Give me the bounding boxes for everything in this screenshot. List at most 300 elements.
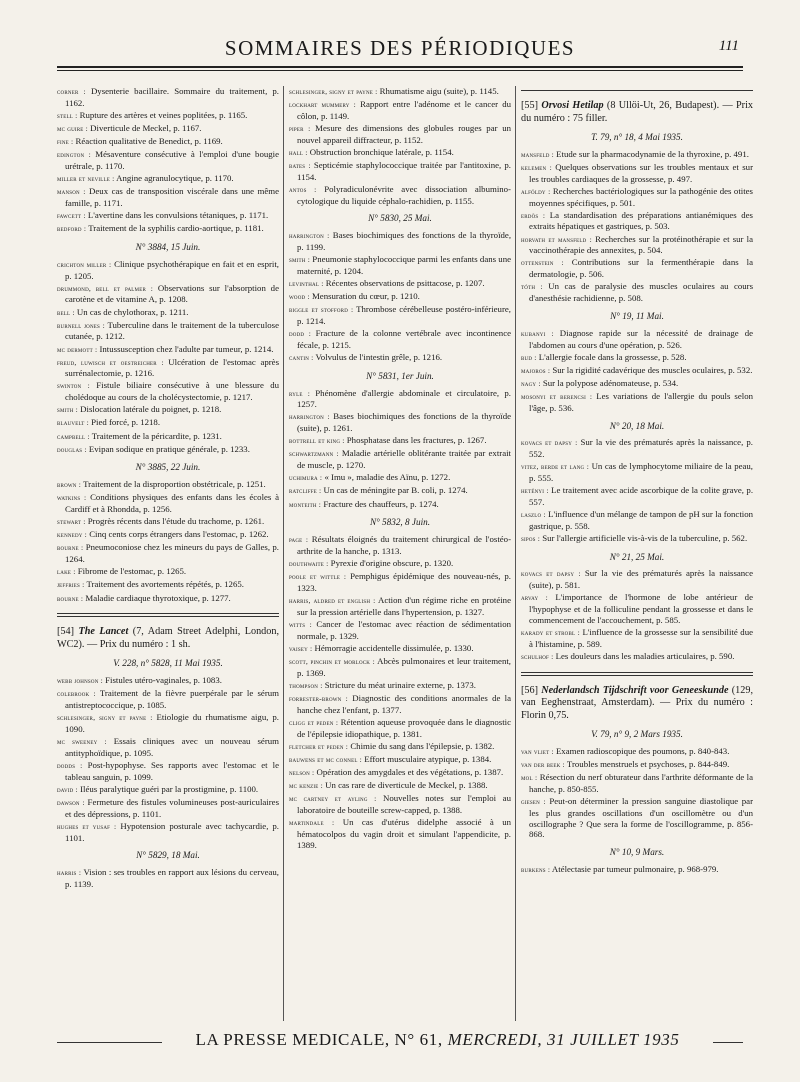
summary-entry	[57, 404, 279, 416]
entry-authors: webb johnson :	[57, 676, 103, 686]
entry-title: Recherches sur la protéinothérapie et sur la vaccinothérapie des annexites, p. 504.	[529, 233, 753, 256]
summary-entry	[57, 579, 279, 591]
page-number: 111	[718, 38, 739, 54]
summary-entry	[521, 864, 753, 876]
entry-title: Clinique psychothérapique en fait et en esprit, p. 1205.	[65, 258, 279, 281]
entry-title: Les douleurs dans les maladies articulaires, p. 590.	[555, 650, 735, 661]
entry-authors: horvath et mansfeld :	[521, 234, 592, 244]
summary-entry	[521, 365, 753, 377]
summary-entry	[57, 110, 279, 122]
issue-heading: T. 79, n° 18, 4 Mai 1935.	[591, 132, 683, 142]
entry-list	[289, 230, 511, 364]
issue-heading: N° 3884, 15 Juin.	[135, 241, 201, 252]
entry-authors: burnell jones :	[57, 320, 105, 330]
entry-title: L'importance de l'hormone de lobe antérieur de l'hypophyse et de la folliculine pendant la grossesse et dans le commencement de l'accouchement, p. 585.	[529, 592, 753, 625]
issue-heading: N° 20, 18 Mai.	[609, 420, 665, 431]
entry-authors: smith :	[57, 405, 78, 415]
summary-entry	[289, 485, 511, 497]
entry-authors: hughes et yusaf :	[57, 821, 117, 831]
entry-authors: burkens :	[521, 865, 551, 875]
summary-entry	[521, 746, 753, 758]
summary-entry	[289, 448, 511, 471]
entry-list	[57, 867, 279, 890]
journal-name: Orvosi Hetilap	[541, 100, 604, 111]
summary-entry	[57, 784, 279, 796]
issue-heading: N° 5831, 1er Juin.	[366, 370, 434, 381]
entry-authors: mc cartney et ayling :	[289, 794, 377, 804]
entry-list	[521, 437, 753, 544]
summary-entry	[521, 186, 753, 209]
summary-entry	[289, 741, 511, 753]
entry-authors: drummond, bell et palmer :	[57, 283, 154, 293]
summary-entry	[57, 210, 279, 222]
entry-authors: lake :	[57, 567, 76, 577]
entry-authors: corner :	[57, 87, 86, 96]
entry-authors: bedford :	[57, 224, 87, 234]
entry-title: Obstruction bronchique latérale, p. 1154.	[309, 146, 454, 157]
entry-authors: stewart :	[57, 517, 86, 527]
entry-title: Mesure des dimensions des globules rouges par un nouvel appareil diffracteur, p. 1152.	[297, 122, 511, 145]
summary-entry	[289, 793, 511, 816]
entry-authors: alföldy :	[521, 186, 551, 196]
issue-heading: N° 10, 9 Mars.	[609, 847, 665, 858]
footer-rule	[57, 1042, 162, 1043]
summary-entry	[57, 821, 279, 844]
entry-title: Bases biochimiques des fonctions de la thyroïde (suite), p. 1261.	[297, 411, 511, 434]
entry-title: Ulcération de l'estomac après surrénalectomie, p. 1216.	[65, 356, 279, 379]
entry-title: Abcès pulmonaires et leur traitement, p. 1369.	[297, 655, 511, 678]
entry-title: Volvulus de l'intestin grêle, p. 1216.	[315, 352, 443, 362]
entry-title: La standardisation des préparations antianémiques des extraits hépatiques et gastriques, p. 503.	[529, 209, 753, 232]
summary-entry	[521, 328, 753, 351]
entry-authors: dodd :	[289, 329, 312, 339]
summary-entry	[57, 492, 279, 515]
entry-authors: wood :	[289, 292, 310, 302]
entry-authors: van der beek :	[521, 760, 565, 770]
entry-title: Examen radioscopique des poumons, p. 840-843.	[555, 746, 730, 757]
entry-title: Chimie du sang dans l'épilepsie, p. 1382.	[350, 740, 495, 751]
summary-entry	[57, 223, 279, 235]
journal-separator	[521, 90, 753, 91]
summary-entry	[289, 160, 511, 183]
summary-entry	[57, 259, 279, 282]
entry-title: L'influence de la grossesse sur la sensibilité due à l'histamine, p. 589.	[529, 627, 753, 649]
summary-entry	[57, 542, 279, 565]
entry-authors: freud, luwisch et oestreicher :	[57, 357, 164, 367]
entry-title: Essais cliniques avec un nouveau sérum antityphoïdique, p. 1095.	[65, 735, 279, 758]
entry-authors: nagy :	[521, 378, 541, 388]
entry-list	[57, 675, 279, 843]
summary-entry	[521, 759, 753, 771]
entry-authors: fletcher et peden :	[289, 741, 349, 751]
entry-authors: kubanyi :	[521, 328, 554, 338]
entry-authors: forrester-brown :	[289, 693, 348, 703]
entry-title: Etude sur la pharmacodynamie de la thyroxine, p. 491.	[556, 148, 749, 159]
summary-entry	[57, 283, 279, 306]
issue-heading: N° 5829, 18 Mai.	[136, 850, 200, 861]
entry-authors: majoros :	[521, 365, 551, 375]
issue-heading: N° 5830, 25 Mai.	[368, 213, 432, 224]
summary-entry	[57, 86, 279, 109]
entry-title: Iléus paralytique guéri par la prostigmine, p. 1100.	[80, 783, 259, 794]
journal-heading	[521, 100, 753, 125]
summary-entry	[289, 291, 511, 303]
entry-authors: harrington :	[289, 412, 330, 422]
entry-list	[57, 86, 279, 235]
summary-entry	[289, 680, 511, 692]
journal-separator	[521, 675, 753, 676]
summary-entry	[289, 754, 511, 766]
journal-number: [54]	[57, 626, 74, 638]
entry-title: Recherches bactériologiques sur la pathogénie des otites moyennes spécifiques, p. 501.	[529, 185, 753, 208]
entry-authors: david :	[57, 784, 78, 794]
entry-title: Nouvelles notes sur l'emploi au laboratoire de bouteille screw-capped, p. 1388.	[297, 793, 511, 815]
entry-title: Cancer de l'estomac avec réaction de sédimentation normale, p. 1329.	[297, 618, 511, 641]
entry-authors: bud :	[521, 352, 537, 362]
journal-separator	[57, 616, 279, 617]
entry-authors: hall :	[289, 147, 308, 157]
entry-authors: fine :	[57, 137, 74, 147]
summary-entry	[289, 817, 511, 850]
entry-title: Diverticule de Meckel, p. 1167.	[90, 122, 202, 133]
entry-title: Résultats éloignés du traitement chirurgical de l'ostéo-arthrite de la hanche, p. 1313.	[297, 534, 511, 556]
entry-authors: biggle et stofford :	[289, 305, 354, 315]
entry-title: Diagnose rapide sur la nécessité de drainage de l'abdomen au cours d'une opération, p. 526.	[529, 327, 753, 350]
entry-authors: antos :	[289, 184, 317, 194]
entry-list	[521, 568, 753, 662]
entry-title: Un cas d'utérus didelphe associé à un hématocolpos du vagin droit et simulant l'appendicite, p. 1389.	[297, 816, 511, 850]
summary-entry	[289, 717, 511, 740]
entry-title: Contributions sur la fermenthérapie dans la dermatologie, p. 506.	[529, 257, 753, 280]
entry-title: Sur la vie des prématurés après la naissance, p. 552.	[529, 437, 753, 460]
entry-authors: arvay :	[521, 593, 548, 603]
entry-title: Traitement de la syphilis cardio-aortique, p. 1181.	[88, 223, 264, 234]
summary-entry	[57, 123, 279, 135]
summary-entry	[57, 479, 279, 491]
entry-authors: mol :	[521, 773, 538, 783]
entry-title: Sur la rigidité cadavérique des muscles oculaires, p. 532.	[552, 364, 753, 375]
summary-entry	[289, 499, 511, 511]
entry-authors: levinthal :	[289, 279, 324, 289]
entry-title: Hémorragie accidentelle dissimulée, p. 1330.	[314, 642, 474, 653]
entry-title: Troubles menstruels et psychoses, p. 844-849.	[566, 759, 730, 770]
summary-entry	[521, 352, 753, 364]
entry-title: Fermeture des fistules volumineuses post-auriculaires et des dépressions, p. 1101.	[65, 796, 279, 819]
entry-authors: ottenstein :	[521, 258, 564, 268]
summary-entry	[289, 435, 511, 447]
summary-entry	[521, 509, 753, 532]
entry-title: Tuberculine dans le traitement de la tuberculose cutanée, p. 1212.	[65, 319, 279, 342]
column-1	[57, 86, 279, 1031]
entry-title: Traitement des avortements répétés, p. 1265.	[86, 579, 244, 590]
entry-title: Rupture des artères et veines poplitées, p. 1165.	[79, 109, 248, 120]
entry-title: Etiologie du rhumatisme aigu, p. 1090.	[65, 712, 279, 734]
entry-title: Rapport entre l'adénome et le cancer du côlon, p. 1149.	[297, 99, 511, 121]
entry-authors: piper :	[289, 123, 311, 133]
page-header	[57, 30, 743, 70]
summary-entry	[57, 566, 279, 578]
entry-title: Traitement de la péricardite, p. 1231.	[91, 430, 222, 441]
issue-heading: N° 21, 25 Mai.	[609, 551, 665, 562]
entry-list	[521, 746, 753, 840]
entry-authors: nelson :	[289, 767, 315, 777]
journal-details: (129, van Eeghenstraat, Amsterdam). — Prix du numéro : Florin 0,75.	[521, 684, 753, 721]
summary-entry	[57, 675, 279, 687]
entry-list	[289, 534, 511, 850]
summary-entry	[57, 593, 279, 605]
entry-authors: bourne :	[57, 543, 84, 553]
summary-entry	[57, 344, 279, 356]
entry-authors: page :	[289, 535, 309, 545]
entry-title: Fracture des chauffeurs, p. 1274.	[323, 498, 439, 509]
entry-title: L'allergie focale dans la grossesse, p. 528.	[538, 351, 687, 362]
entry-authors: scott, pinchin et morlock :	[289, 656, 375, 666]
summary-entry	[521, 796, 753, 840]
entry-authors: kelemen :	[521, 162, 552, 172]
entry-authors: bottrell et king :	[289, 436, 345, 446]
summary-entry	[57, 307, 279, 319]
footer-rule	[713, 1042, 743, 1043]
summary-entry	[289, 254, 511, 277]
summary-entry	[289, 147, 511, 159]
entry-title: Mésaventure consécutive à l'emploi d'une bougie urétrale, p. 1170.	[65, 149, 279, 171]
summary-entry	[521, 485, 753, 508]
entry-title: Quelques observations sur les troubles mentaux et sur les troubles cardiaques de la grossesse, p. 497.	[529, 161, 753, 184]
entry-title: Thrombose cérébelleuse postéro-inférieure, p. 1214.	[297, 304, 511, 327]
summary-entry	[521, 378, 753, 390]
entry-authors: van vliet :	[521, 747, 554, 757]
entry-title: Fracture de la colonne vertébrale avec incontinence fécale, p. 1215.	[297, 328, 511, 350]
entry-authors: blauvelt :	[57, 418, 89, 428]
entry-list	[57, 259, 279, 456]
entry-title: Evipan sodique en pratique générale, p. 1233.	[88, 443, 250, 454]
entry-title: Action d'un régime riche en protéine sur la pression artérielle dans l'hypertension, p. 1327.	[297, 595, 511, 617]
summary-entry	[57, 760, 279, 783]
entry-title: Post-hypophyse. Ses rapports avec l'estomac et le tableau sanguin, p. 1099.	[65, 759, 279, 782]
entry-authors: tóth :	[521, 282, 543, 292]
entry-authors: mc kenzie :	[289, 780, 323, 790]
summary-entry	[521, 592, 753, 625]
entry-title: Cinq cents corps étrangers dans l'estomac, p. 1262.	[89, 529, 269, 540]
summary-entry	[57, 688, 279, 711]
summary-entry	[289, 328, 511, 351]
entry-title: Bases biochimiques des fonctions de la thyroïde, p. 1199.	[297, 230, 511, 253]
entry-authors: manson :	[57, 187, 86, 197]
entry-authors: ryle :	[289, 388, 311, 398]
issue-heading: V. 79, n° 9, 2 Mars 1935.	[591, 729, 683, 740]
entry-authors: karady et strobl :	[521, 628, 580, 638]
entry-authors: bell :	[57, 307, 75, 317]
entry-title: Diagnostic des conditions anormales de la hanche chez l'enfant, p. 1377.	[297, 692, 511, 715]
summary-entry	[289, 656, 511, 679]
entry-authors: sipos :	[521, 533, 541, 543]
summary-entry	[57, 529, 279, 541]
journal-separator	[521, 672, 753, 673]
summary-entry	[57, 173, 279, 185]
entry-title: Atélectasie par tumeur pulmonaire, p. 968-979.	[551, 864, 719, 875]
summary-entry	[289, 99, 511, 122]
entry-list	[521, 149, 753, 304]
entry-title: Les variations de l'allergie du pouls selon l'âge, p. 536.	[529, 390, 753, 413]
journal-details: (7, Adam Street Adelphi, London, WC2). — Prix du numéro : 1 sh.	[57, 626, 279, 650]
summary-entry	[289, 595, 511, 618]
summary-entry	[289, 472, 511, 484]
entry-authors: campbell :	[57, 431, 90, 441]
entry-title: Sur la polypose adénomateuse, p. 534.	[542, 377, 679, 388]
entry-authors: lockhart mummery :	[289, 100, 356, 110]
summary-entry	[57, 867, 279, 890]
entry-authors: mc dermott :	[57, 344, 98, 354]
summary-entry	[289, 123, 511, 146]
summary-entry	[289, 352, 511, 364]
entry-authors: schwartzmann :	[289, 449, 339, 459]
header-rule-thin	[57, 70, 743, 71]
entry-title: Sur la vie des prématurés après la naissance (suite), p. 581.	[529, 568, 753, 591]
entry-authors: crichton miller :	[57, 259, 112, 269]
entry-title: Fistules utéro-vaginales, p. 1083.	[105, 675, 222, 686]
entry-authors: kovacs et dapsy :	[521, 569, 581, 579]
journal-heading	[521, 685, 753, 723]
entry-title: Stricture du méat urinaire externe, p. 1373.	[324, 679, 476, 690]
entry-authors: brown :	[57, 480, 82, 490]
entry-authors: cantin :	[289, 353, 314, 362]
entry-authors: bates :	[289, 160, 311, 170]
footer-text	[172, 1030, 703, 1050]
summary-entry	[521, 162, 753, 185]
column-2	[289, 86, 511, 1031]
summary-entry	[289, 411, 511, 434]
summary-entry	[521, 281, 753, 304]
summary-entry	[57, 736, 279, 759]
entry-title: Pemphigus épidémique des nouveau-nés, p. 1323.	[297, 571, 511, 593]
summary-entry	[57, 380, 279, 403]
entry-authors: martindale :	[289, 817, 335, 827]
entry-title: Opération des amygdales et des végétations, p. 1387.	[316, 766, 504, 777]
issue-heading: V. 228, n° 5828, 11 Mai 1935.	[113, 658, 223, 669]
entry-authors: harris :	[57, 868, 82, 878]
entry-title: Fistule biliaire consécutive à une blessure du cholédoque au cours de la cholécystectomie, p. 1217.	[65, 380, 279, 403]
summary-entry	[289, 558, 511, 570]
entry-title: Un cas de chylothorax, p. 1211.	[76, 306, 189, 317]
entry-title: Traitement de la fièvre puerpérale par le sérum antistreptococcique, p. 1085.	[65, 688, 279, 710]
entry-list	[289, 388, 511, 511]
summary-entry	[521, 533, 753, 545]
summary-entry	[57, 186, 279, 209]
entry-title: Rétention aqueuse provoquée dans le diagnostic de l'épilepsie idiopathique, p. 1381.	[297, 716, 511, 739]
footer-publication: LA PRESSE MEDICALE, N° 61,	[195, 1030, 443, 1049]
entry-title: Réaction qualitative de Benedict, p. 1169.	[75, 136, 223, 147]
entry-authors: laszlo :	[521, 509, 546, 519]
summary-entry	[521, 437, 753, 460]
entry-authors: miller et neville :	[57, 174, 115, 184]
entry-title: Dislocation latérale du poignet, p. 1218.	[80, 404, 222, 415]
journal-number: [56]	[521, 684, 538, 696]
entry-title: Polyradiculonévrite avec dissociation albumino-cytologique du liquide céphalo-rachidien, p. 1155.	[297, 183, 511, 206]
entry-authors: bourne :	[57, 593, 84, 603]
entry-title: Récentes observations de psittacose, p. 1207.	[325, 278, 485, 289]
journal-separator	[57, 613, 279, 614]
summary-entry	[289, 278, 511, 290]
journal-heading	[57, 626, 279, 651]
entry-title: Effort musculaire atypique, p. 1384.	[364, 753, 492, 764]
entry-authors: mc sweeney :	[57, 736, 107, 746]
summary-entry	[521, 149, 753, 161]
entry-authors: mosonyi et berencsi :	[521, 391, 593, 401]
entry-authors: dawson :	[57, 797, 85, 807]
summary-entry	[521, 391, 753, 414]
entry-authors: colebrook :	[57, 689, 96, 699]
entry-authors: jeffries :	[57, 580, 85, 590]
summary-entry	[289, 534, 511, 557]
entry-title: Un cas de paralysie des muscles oculaires au cours d'anesthésie rachidienne, p. 508.	[529, 281, 753, 304]
entry-authors: vaisey :	[289, 643, 313, 653]
entry-title: Pneumoconiose chez les mineurs du pays de Galles, p. 1264.	[65, 542, 279, 565]
entry-list	[521, 864, 753, 876]
entry-authors: douthwaite :	[289, 559, 329, 569]
entry-authors: ratcliffe :	[289, 486, 322, 496]
entry-authors: cligg et peden :	[289, 717, 339, 727]
summary-entry	[289, 780, 511, 792]
entry-title: L'avertine dans les convulsions tétaniques, p. 1171.	[87, 210, 269, 221]
summary-entry	[57, 149, 279, 172]
entry-authors: schlesinger, signy et payne :	[289, 87, 378, 96]
issue-heading: N° 3885, 22 Juin.	[135, 462, 201, 473]
footer-date: MERCREDI, 31 JUILLET 1935	[447, 1030, 680, 1049]
summary-entry	[57, 444, 279, 456]
entry-title: Sur l'allergie artificielle vis-à-vis de la tuberculine, p. 562.	[542, 532, 748, 543]
entry-title: Pyrexie d'origine obscure, p. 1320.	[330, 558, 454, 569]
columns	[57, 86, 771, 1031]
summary-entry	[289, 184, 511, 207]
summary-entry	[57, 797, 279, 820]
entry-title: Le traitement avec acide ascorbique de la colite grave, p. 557.	[529, 485, 753, 507]
entry-authors: kovacs et dapsy :	[521, 438, 578, 448]
journal-name: The Lancet	[78, 626, 129, 638]
entry-authors: mc guire :	[57, 123, 88, 133]
entry-authors: erdös :	[521, 210, 546, 220]
entry-authors: kennedy :	[57, 530, 87, 540]
journal-number: [55]	[521, 100, 538, 111]
entry-title: Résection du nerf obturateur dans l'arthrite déformante de la hanche, p. 850-855.	[529, 772, 753, 794]
summary-entry	[521, 210, 753, 233]
entry-title: Progrès récents dans l'étude du trachome, p. 1261.	[87, 516, 265, 527]
entry-authors: poole et wittle :	[289, 572, 347, 582]
page-footer	[57, 1030, 743, 1058]
entry-authors: uchimura :	[289, 473, 323, 483]
entry-authors: watkins :	[57, 493, 87, 503]
summary-entry	[289, 619, 511, 642]
entry-authors: douglas :	[57, 444, 87, 454]
entry-title: Un cas de méningite par B. coli, p. 1274.	[323, 485, 468, 496]
summary-entry	[289, 571, 511, 594]
summary-entry	[289, 304, 511, 327]
page-title: SOMMAIRES DES PÉRIODIQUES	[224, 36, 576, 60]
entry-title: « Imu », maladie des Aïnu, p. 1272.	[324, 472, 451, 483]
entry-title: Fibrome de l'estomac, p. 1265.	[77, 566, 187, 577]
entry-title: Deux cas de transposition viscérale dans une même famille, p. 1171.	[65, 186, 279, 208]
entry-title: Angine agranulocytique, p. 1170.	[116, 173, 234, 184]
entry-authors: monteith :	[289, 499, 322, 509]
entry-title: Maladie cardiaque thyrotoxique, p. 1277.	[85, 592, 231, 603]
entry-authors: hetényi :	[521, 486, 549, 496]
entry-authors: fawcett :	[57, 211, 86, 221]
entry-authors: vitez, berde et lang :	[521, 462, 590, 472]
entry-authors: schulhof :	[521, 651, 554, 661]
summary-entry	[289, 230, 511, 253]
issue-heading: N° 19, 11 Mai.	[610, 310, 664, 321]
entry-authors: giesen :	[521, 797, 546, 807]
summary-entry	[521, 772, 753, 795]
